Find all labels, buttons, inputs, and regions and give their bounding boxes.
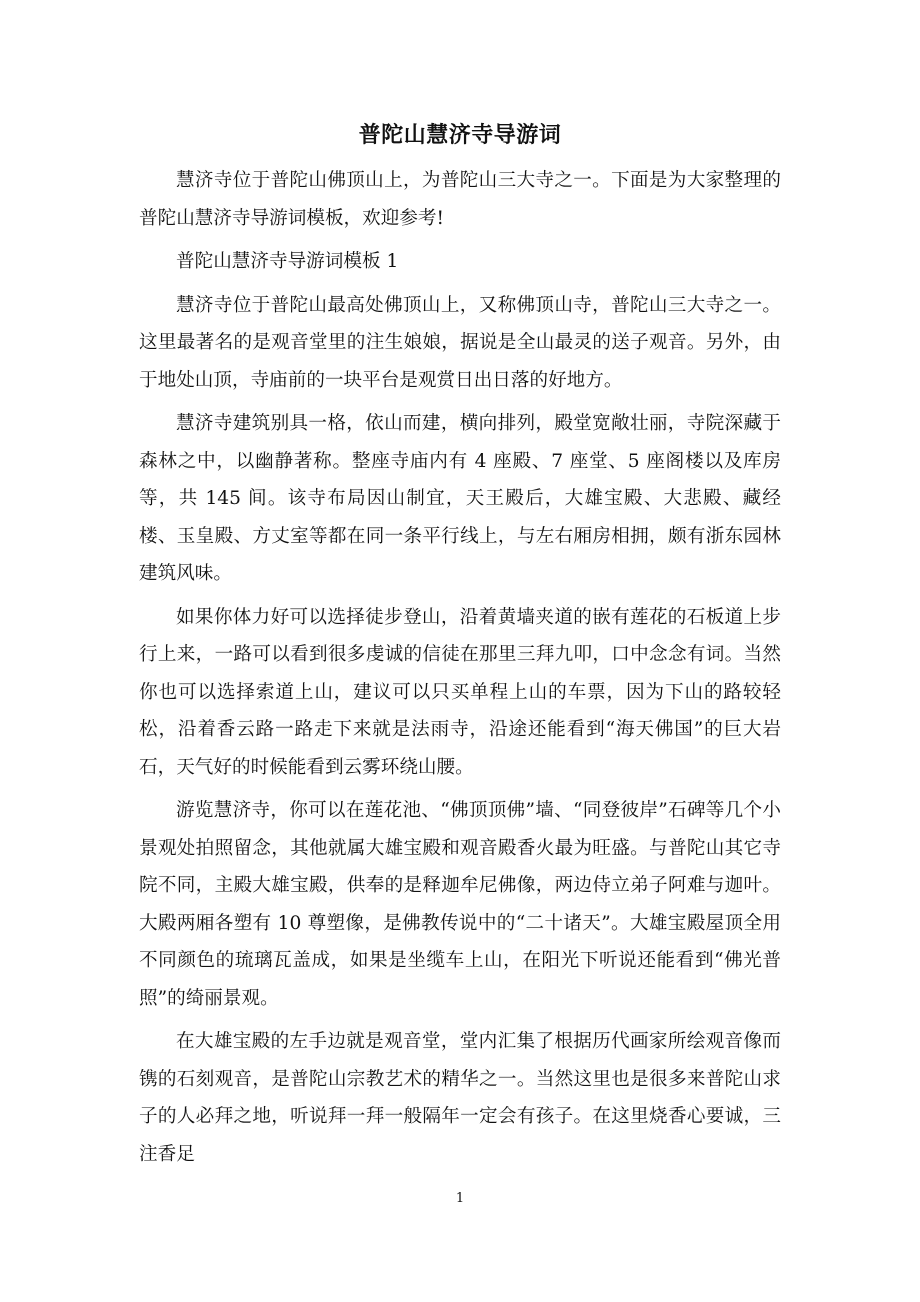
intro-paragraph: 慧济寺位于普陀山佛顶山上，为普陀山三大寺之一。下面是为大家整理的普陀山慧济寺导游词模板，欢迎参考! [139,170,781,229]
body-paragraph: 慧济寺建筑别具一格，依山而建，横向排列，殿堂宽敞壮丽，寺院深藏于森林之中，以幽静著称。整座寺庙内有 4 座殿、7 座堂、5 座阁楼以及库房等，共 145 间。该寺布局因山制宜，天王殿后，大雄宝殿、大悲殿、藏经楼、玉皇殿、方丈室等都在同一条平行线上，与左右厢房相拥，颇有浙东园林建筑风味。 [139,413,781,584]
body-paragraph: 如果你体力好可以选择徒步登山，沿着黄墙夹道的嵌有莲花的石板道上步行上来，一路可以看到很多虔诚的信徒在那里三拜九叩，口中念念有词。当然你也可以选择索道上山，建议可以只买单程上山的车票，因为下山的路较轻松，沿着香云路一路走下来就是法雨寺，沿途还能看到“海天佛国”的巨大岩石，天气好的时候能看到云雾环绕山腰。 [139,606,781,778]
document-title: 普陀山慧济寺导游词 [358,122,562,148]
page-number: 1 [455,1191,465,1206]
body-paragraph: 游览慧济寺，你可以在莲花池、“佛顶顶佛”墙、“同登彼岸”石碑等几个小景观处拍照留念，其他就属大雄宝殿和观音殿香火最为旺盛。与普陀山其它寺院不同，主殿大雄宝殿，供奉的是释迦牟尼佛像，两边侍立弟子阿难与迦叶。大殿两厢各塑有 10 尊塑像，是佛教传说中的“二十诸天”。大雄宝殿屋顶全用不同颜色的琉璃瓦盖成，如果是坐缆车上山，在阳光下听说还能看到“佛光普照”的绮丽景观。 [139,800,781,1009]
body-paragraph: 在大雄宝殿的左手边就是观音堂，堂内汇集了根据历代画家所绘观音像而镌的石刻观音，是普陀山宗教艺术的精华之一。当然这里也是很多来普陀山求子的人必拜之地，听说拜一拜一般隔年一定会有孩子。在这里烧香心要诚，三注香足 [139,1031,781,1165]
body-paragraph: 慧济寺位于普陀山最高处佛顶山上，又称佛顶山寺，普陀山三大寺之一。这里最著名的是观音堂里的注生娘娘，据说是全山最灵的送子观音。另外，由于地处山顶，寺庙前的一块平台是观赏日出日落的好地方。 [139,294,781,391]
template-subheading: 普陀山慧济寺导游词模板 1 [176,251,399,272]
document-body [139,162,781,1179]
